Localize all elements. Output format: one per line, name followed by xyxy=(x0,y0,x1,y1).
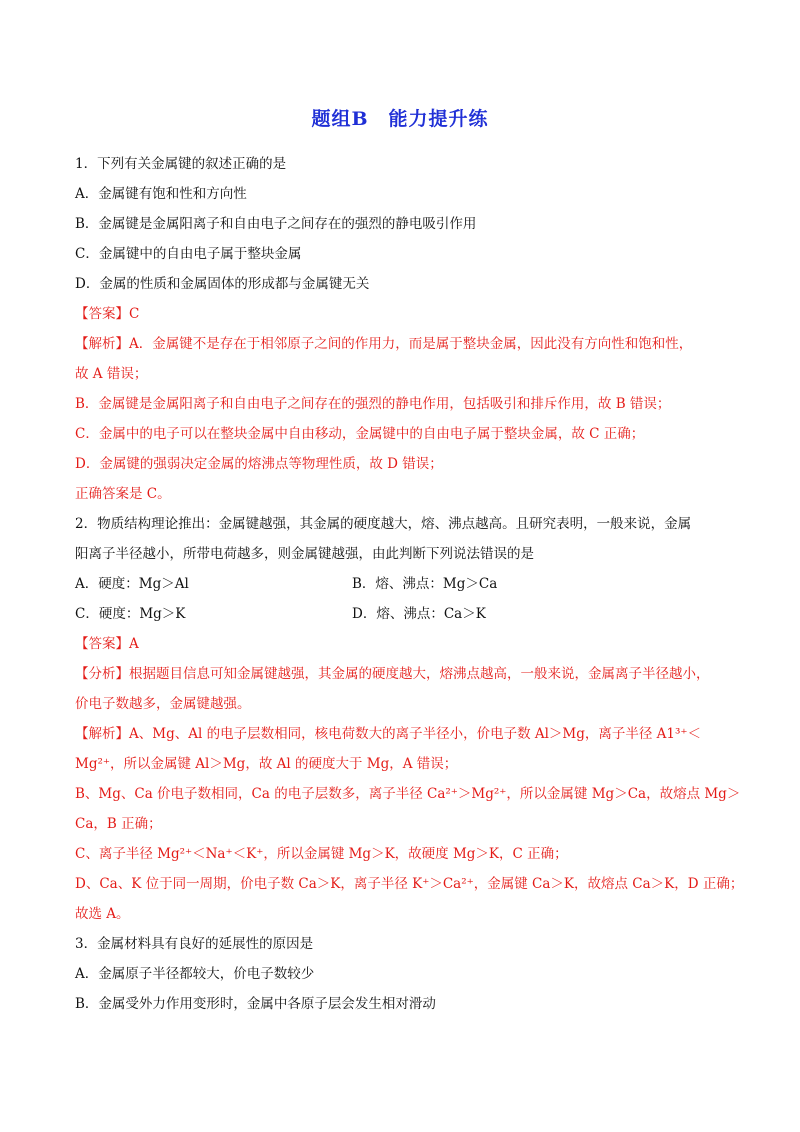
page-title: 题组B 能力提升练 xyxy=(311,108,489,130)
q1-option-b: B．金属键是金属阳离子和自由电子之间存在的强烈的静电吸引作用 xyxy=(75,216,477,232)
q2-jiexi-line3: B、Mg、Ca 价电子数相同，Ca 的电子层数多，离子半径 Ca²⁺＞Mg²⁺，所以金属键 Mg＞Ca，故熔点 Mg＞ xyxy=(75,786,741,802)
q1-option-a: A．金属键有饱和性和方向性 xyxy=(75,186,247,202)
q2-jiexi-line7: 故选 A。 xyxy=(75,906,130,922)
q1-analysis-line: B．金属键是金属阳离子和自由电子之间存在的强烈的静电作用，包括吸引和排斥作用，故 B 错误； xyxy=(75,396,671,412)
q2-fenxi-line2: 价电子数越多，金属键越强。 xyxy=(75,696,251,712)
q1-analysis-line: 正确答案是 C。 xyxy=(75,486,171,502)
q2-jiexi-line2: Mg²⁺，所以金属键 Al＞Mg，故 Al 的硬度大于 Mg，A 错误； xyxy=(75,756,458,772)
q2-jiexi-line6: D、Ca、K 位于同一周期，价电子数 Ca＞K，离子半径 K⁺＞Ca²⁺，金属键 Ca＞K，故熔点 Ca＞K，D 正确； xyxy=(75,876,744,892)
q2-stem-line2: 阳离子半径越小，所带电荷越多，则金属键越强，由此判断下列说法错误的是 xyxy=(75,546,534,562)
q1-option-c: C．金属键中的自由电子属于整块金属 xyxy=(75,246,302,262)
q2-option-d: D．熔、沸点：Ca＞K xyxy=(352,606,486,622)
q1-analysis-line: D．金属键的强弱决定金属的熔沸点等物理性质，故 D 错误； xyxy=(75,456,443,472)
q2-stem-line1: 2．物质结构理论推出：金属键越强，其金属的硬度越大，熔、沸点越高。且研究表明，一般来说，金属 xyxy=(75,516,692,532)
q2-option-a: A．硬度：Mg＞Al xyxy=(75,576,189,592)
q1-option-d: D．金属的性质和金属固体的形成都与金属键无关 xyxy=(75,276,370,292)
q1-analysis-line: 故 A 错误； xyxy=(75,366,148,382)
q1-analysis-line: C．金属中的电子可以在整块金属中自由移动，金属键中的自由电子属于整块金属，故 C 正确； xyxy=(75,426,645,442)
q2-option-c: C．硬度：Mg＞K xyxy=(75,606,186,622)
q2-option-b: B．熔、沸点：Mg＞Ca xyxy=(352,576,498,592)
q2-jiexi-line5: C、离子半径 Mg²⁺＜Na⁺＜K⁺，所以金属键 Mg＞K，故硬度 Mg＞K，C 正确； xyxy=(75,846,568,862)
q2-fenxi-line1: 【分析】根据题目信息可知金属键越强，其金属的硬度越大，熔沸点越高，一般来说，金属离子半径越小， xyxy=(75,666,710,682)
q3-option-b: B．金属受外力作用变形时，金属中各原子层会发生相对滑动 xyxy=(75,996,436,1012)
q1-stem: 1．下列有关金属键的叙述正确的是 xyxy=(75,156,287,172)
q2-jiexi-line1: 【解析】A、Mg、Al 的电子层数相同，核电荷数大的离子半径小，价电子数 Al＞Mg，离子半径 A1³⁺＜ xyxy=(75,726,702,742)
q3-stem: 3．金属材料具有良好的延展性的原因是 xyxy=(75,936,314,952)
q1-analysis-line: 【解析】A．金属键不是存在于相邻原子之间的作用力，而是属于整块金属，因此没有方向性和饱和性， xyxy=(75,336,693,352)
q3-option-a: A．金属原子半径都较大，价电子数较少 xyxy=(75,966,315,982)
q1-answer: 【答案】C xyxy=(75,306,140,322)
q2-answer: 【答案】A xyxy=(75,636,139,652)
q2-jiexi-line4: Ca，B 正确； xyxy=(75,816,162,832)
